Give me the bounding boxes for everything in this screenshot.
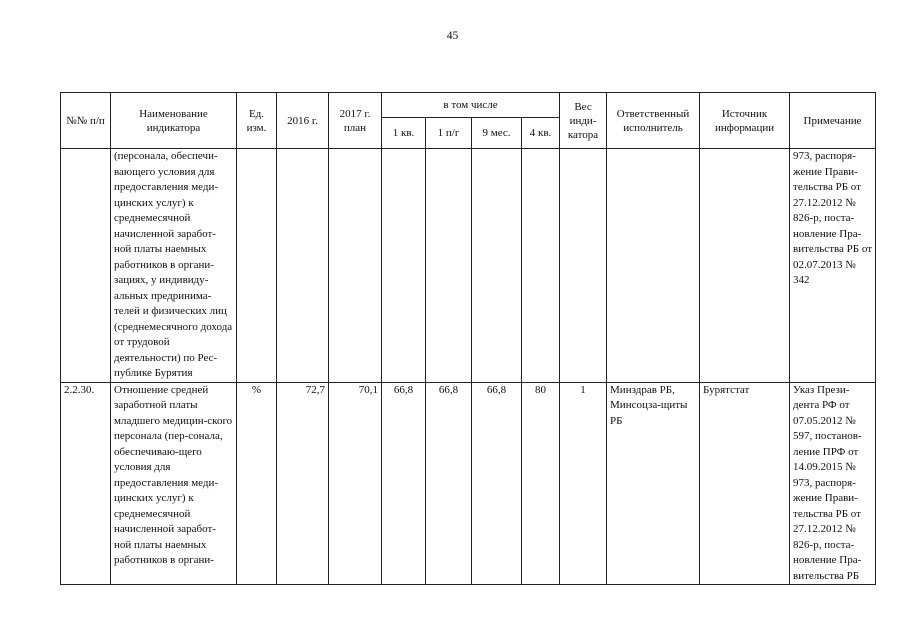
- col-header-num: №№ п/п: [61, 93, 111, 149]
- cell-note: 973, распоря-жение Прави-тельства РБ от 27.12.2012 № 826-р, поста-новление Пра-вительства РБ от 02.07.2013 № 342: [790, 149, 876, 383]
- cell-num: [61, 149, 111, 383]
- cell-weight: [560, 149, 607, 383]
- cell-weight: 1: [560, 382, 607, 585]
- col-header-including: в том числе: [382, 93, 560, 118]
- col-header-source: Источник информации: [700, 93, 790, 149]
- cell-h1: 66,8: [426, 382, 472, 585]
- cell-responsible: Минздрав РБ, Минсоцза-щиты РБ: [607, 382, 700, 585]
- col-header-note: Примечание: [790, 93, 876, 149]
- col-header-q1: 1 кв.: [382, 118, 426, 149]
- cell-9m: 66,8: [472, 382, 522, 585]
- cell-q4: [522, 149, 560, 383]
- col-header-responsible: Ответственный исполнитель: [607, 93, 700, 149]
- cell-2016: 72,7: [277, 382, 329, 585]
- col-header-unit: Ед. изм.: [237, 93, 277, 149]
- indicators-table: [60, 92, 876, 585]
- cell-responsible: [607, 149, 700, 383]
- cell-name: (персонала, обеспечи-вающего условия для предоставления меди-цинских услуг) к среднемесячной начисленной заработ-ной платы наемных работников в органи-зациях, у индивиду-альных предринима-телей и физических лиц (среднемесячного дохода от трудовой деятельности) по Рес-публике Бурятия: [111, 149, 237, 383]
- cell-q1: [382, 149, 426, 383]
- cell-q4: 80: [522, 382, 560, 585]
- col-header-9m: 9 мес.: [472, 118, 522, 149]
- col-header-2016: 2016 г.: [277, 93, 329, 149]
- table-row: [61, 382, 876, 585]
- col-header-2017: 2017 г. план: [329, 93, 382, 149]
- col-header-weight: Вес инди-катора: [560, 93, 607, 149]
- page-number: 45: [446, 30, 459, 42]
- header-row-top: [61, 93, 876, 118]
- table-row: [61, 149, 876, 383]
- cell-name: Отношение средней заработной платы младшего медицин-ского персонала (пер-сонала, обеспечиваю-щего условия для предоставления меди-цинских услуг) к среднемесячной начисленной заработ-ной платы наемных работников в органи-: [111, 382, 237, 585]
- cell-note: Указ Прези-дента РФ от 07.05.2012 № 597, постанов-ление ПРФ от 14.09.2015 № 973, распоря-жение Прави-тельства РБ от 27.12.2012 № 826-р, поста-новление Пра-вительства РБ: [790, 382, 876, 585]
- cell-source: [700, 149, 790, 383]
- col-header-q4: 4 кв.: [522, 118, 560, 149]
- cell-unit: %: [237, 382, 277, 585]
- col-header-name: Наименование индикатора: [111, 93, 237, 149]
- cell-2016: [277, 149, 329, 383]
- cell-2017: 70,1: [329, 382, 382, 585]
- cell-q1: 66,8: [382, 382, 426, 585]
- cell-source: Бурятстат: [700, 382, 790, 585]
- col-header-h1: 1 п/г: [426, 118, 472, 149]
- cell-h1: [426, 149, 472, 383]
- cell-2017: [329, 149, 382, 383]
- cell-9m: [472, 149, 522, 383]
- cell-unit: [237, 149, 277, 383]
- cell-num: 2.2.30.: [61, 382, 111, 585]
